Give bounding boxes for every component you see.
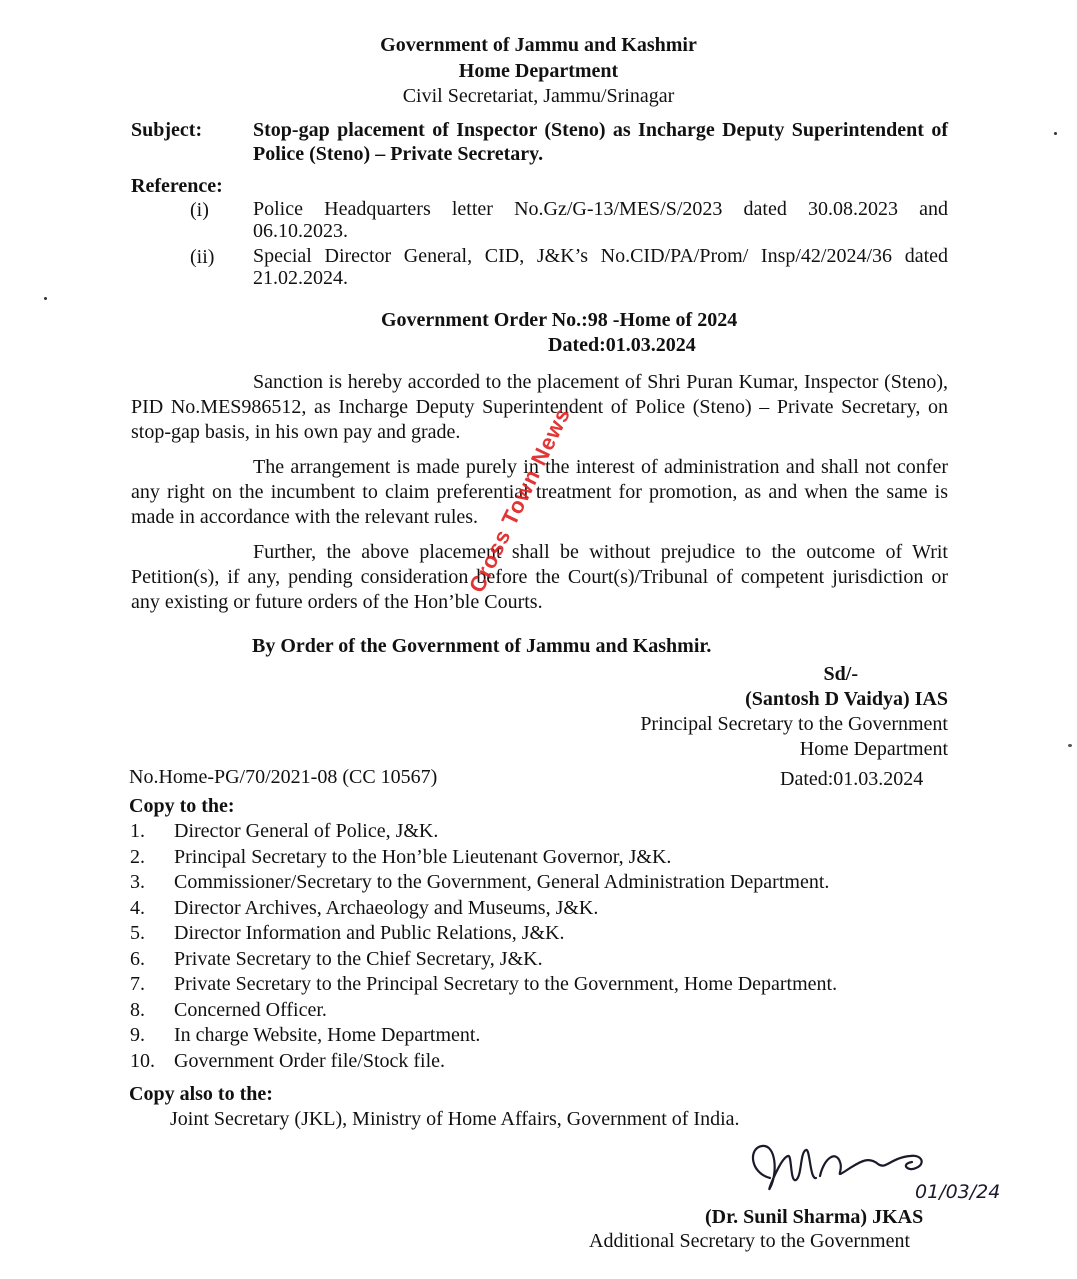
list-text: Private Secretary to the Principal Secretary to the Government, Home Department. (174, 973, 838, 995)
order-title: Government Order No.:98 -Home of 2024 (381, 309, 738, 331)
copy-to-list (130, 819, 950, 1074)
subject-label: Subject: (131, 119, 203, 141)
file-number: No.Home-PG/70/2021-08 (CC 10567) (129, 766, 438, 788)
scan-speck (1054, 132, 1057, 135)
signatory1-name: (Santosh D Vaidya) IAS (745, 688, 948, 710)
signatory1-department: Home Department (799, 738, 948, 760)
signatory1-sd: Sd/- (823, 663, 858, 685)
list-item (130, 845, 950, 871)
list-text: Concerned Officer. (174, 998, 327, 1021)
reference-num-2: (ii) (190, 246, 215, 268)
list-number: 10. (130, 1049, 155, 1072)
list-item (130, 896, 950, 922)
signatory1-dated: Dated:01.03.2024 (780, 768, 924, 790)
list-text: Director Information and Public Relations, J&K. (174, 922, 565, 944)
list-item (130, 921, 950, 947)
list-item (130, 870, 950, 896)
paragraph-further: Further, the above placement shall be without prejudice to the outcome of Writ Petition(s), if any, pending consideration before the Court(s)/Tribunal of competent jurisdiction or any existing or future orders of the Hon’ble Courts. (131, 541, 948, 613)
handwritten-signature (740, 1128, 940, 1208)
list-item (130, 998, 950, 1024)
list-number: 5. (130, 922, 145, 944)
list-text: Principal Secretary to the Hon’ble Lieutenant Governor, J&K. (174, 845, 672, 868)
list-number: 9. (130, 1024, 145, 1046)
copy-also-text: Joint Secretary (JKL), Ministry of Home Affairs, Government of India. (170, 1108, 740, 1130)
scan-speck (44, 297, 47, 300)
list-text: Government Order file/Stock file. (174, 1049, 446, 1072)
watermark-stamp: Cross Town News (463, 403, 576, 597)
list-item (130, 1023, 950, 1049)
list-number: 8. (130, 998, 145, 1021)
paragraph-sanction: Sanction is hereby accorded to the placement of Shri Puran Kumar, Inspector (Steno), PID No.MES986512, as Incharge Deputy Superintendent of Police (Steno) – Private Secretary, on stop-gap basis, in his own pay and grade. (131, 371, 948, 443)
header-address: Civil Secretariat, Jammu/Srinagar (402, 85, 675, 107)
signatory2-designation: Additional Secretary to the Government (589, 1230, 911, 1252)
header-department: Home Department (458, 60, 619, 82)
handwritten-date: 01/03/24 (915, 1181, 1001, 1203)
signatory2-name: (Dr. Sunil Sharma) JKAS (705, 1206, 924, 1228)
list-text: Private Secretary to the Chief Secretary, J&K. (174, 947, 543, 970)
reference-num-1: (i) (190, 199, 209, 221)
list-number: 4. (130, 896, 145, 919)
list-item (130, 972, 950, 998)
signatory1-designation: Principal Secretary to the Government (640, 713, 948, 735)
signatory1-block (560, 662, 948, 761)
copy-to-label: Copy to the: (129, 795, 235, 817)
list-text: Director Archives, Archaeology and Museums, J&K. (174, 896, 599, 919)
list-number: 3. (130, 871, 145, 893)
list-number: 7. (130, 973, 145, 995)
list-text: In charge Website, Home Department. (174, 1024, 481, 1046)
list-text: Director General of Police, J&K. (174, 820, 439, 842)
scan-speck (1068, 744, 1072, 747)
header-government: Government of Jammu and Kashmir (380, 34, 697, 56)
reference-label: Reference: (131, 175, 223, 197)
list-item (130, 947, 950, 973)
list-number: 1. (130, 820, 145, 842)
by-order-line: By Order of the Government of Jammu and Kashmir. (252, 635, 712, 657)
list-text: Commissioner/Secretary to the Government, General Administration Department. (174, 871, 830, 893)
list-item (130, 1049, 950, 1075)
subject-text: Stop-gap placement of Inspector (Steno) as Incharge Deputy Superintendent of Police (Steno) – Private Secretary. (253, 119, 948, 165)
list-number: 2. (130, 845, 145, 868)
copy-also-label: Copy also to the: (129, 1083, 273, 1105)
list-number: 6. (130, 947, 145, 970)
reference-text-1: Police Headquarters letter No.Gz/G-13/MES/S/2023 dated 30.08.2023 and 06.10.2023. (253, 198, 948, 242)
reference-text-2: Special Director General, CID, J&K’s No.CID/PA/Prom/ Insp/42/2024/36 dated 21.02.2024. (253, 245, 948, 289)
list-item (130, 819, 950, 845)
order-dated: Dated:01.03.2024 (548, 334, 696, 356)
paragraph-arrangement: The arrangement is made purely in the interest of administration and shall not confer any right on the incumbent to claim preferential treatment for promotion, as and when the same is made in accordance with the relevant rules. (131, 456, 948, 528)
